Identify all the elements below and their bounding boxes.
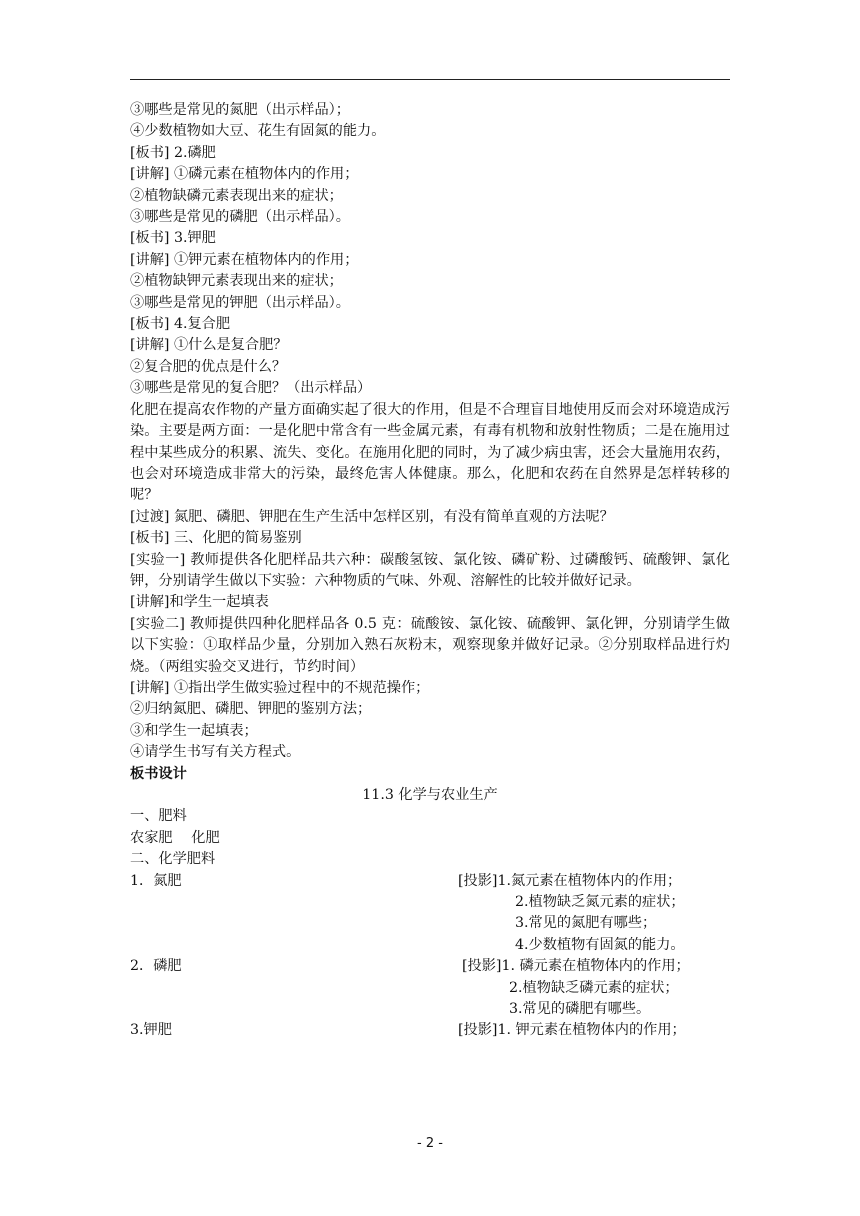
projection-item: 4.少数植物有固氮的能力。 xyxy=(515,936,685,953)
potassium-label: 3.钾肥 xyxy=(130,1022,172,1039)
pollution-paragraph: 化肥在提高农作物的产量方面确实起了很大的作用，但是不合理盲目地使用反而会对环境造成污染。主要是两方面：一是化肥中常含有一些金属元素，有毒有机物和放射性物质；二是在施用过程中某些成分的积累、流失、变化。在施用化肥的同时，为了减少病虫害，还会大量施用农药，也会对环境造成非常大的污染，最终危害人体健康。那么，化肥和农药在自然界是怎样转移的呢？ xyxy=(130,401,730,504)
text-line: ③哪些是常见的钾肥（出示样品）。 xyxy=(130,294,350,311)
text-line: [讲解]和学生一起填表 xyxy=(130,594,269,611)
text-line: ③和学生一起填表； xyxy=(130,722,258,739)
projection-item: 3.常见的磷肥有哪些。 xyxy=(509,1000,651,1017)
text-line: [板书] 2.磷肥 xyxy=(130,144,216,161)
text-line: ②植物缺钾元素表现出来的症状； xyxy=(130,273,343,290)
text-line: ②复合肥的优点是什么？ xyxy=(130,358,287,375)
text-line: ③哪些是常见的氮肥（出示样品）； xyxy=(130,102,350,118)
experiment-one-paragraph: [实验一] 教师提供各化肥样品共六种：碳酸氢铵、氯化铵、磷矿粉、过磷酸钙、硫酸钾、氯化钾，分别请学生做以下实验：六种物质的气味、外观、溶解性的比较并做好记录。 xyxy=(130,551,730,589)
projection-item: [投影]1.氮元素在植物体内的作用； xyxy=(458,872,682,889)
board-title: 11.3 化学与农业生产 xyxy=(362,787,498,803)
text-line: [讲解] ①钾元素在植物体内的作用； xyxy=(130,251,359,268)
text-line: ④请学生书写有关方程式。 xyxy=(130,744,301,761)
board-fertilizer-types: 农家肥 化肥 xyxy=(130,829,220,846)
text-line: [讲解] ①磷元素在植物体内的作用； xyxy=(130,166,359,183)
projection-item: 3.常见的氮肥有哪些； xyxy=(515,915,657,932)
board-section-fertilizer: 一、肥料 xyxy=(130,808,187,825)
board-section-chemical: 二、化学肥料 xyxy=(130,851,216,868)
text-line: [讲解] ①指出学生做实验过程中的不规范操作； xyxy=(130,679,430,696)
board-row-potassium xyxy=(130,1020,730,1041)
text-line: ②植物缺磷元素表现出来的症状； xyxy=(130,187,343,204)
board-row-phosphorus xyxy=(130,956,730,977)
board-row xyxy=(130,913,730,934)
page-number: - 2 - xyxy=(417,1136,443,1151)
projection-item: 2.植物缺乏磷元素的症状； xyxy=(509,979,679,996)
header-rule xyxy=(130,79,730,80)
text-line: ③哪些是常见的磷肥（出示样品）。 xyxy=(130,209,350,226)
text-line: ②归纳氮肥、磷肥、钾肥的鉴别方法； xyxy=(130,701,372,718)
board-design-heading: 板书设计 xyxy=(130,765,187,782)
text-line: [讲解] ①什么是复合肥？ xyxy=(130,337,288,354)
phosphorus-label: 2．磷肥 xyxy=(130,958,182,975)
text-line: ③哪些是常见的复合肥？（出示样品） xyxy=(130,380,372,397)
text-line: [板书] 三、化肥的简易鉴别 xyxy=(130,530,302,547)
projection-item: [投影]1. 磷元素在植物体内的作用； xyxy=(462,958,690,975)
board-row xyxy=(130,892,730,913)
nitrogen-label: 1．氮肥 xyxy=(130,872,182,889)
text-line: [过渡] 氮肥、磷肥、钾肥在生产生活中怎样区别，有没有简单直观的方法呢？ xyxy=(130,508,614,525)
experiment-two-paragraph: [实验二] 教师提供四种化肥样品各 0.5 克：硫酸铵、氯化铵、硫酸钾、氯化钾，分别请学生做以下实验：①取样品少量，分别加入熟石灰粉末，观察现象并做好记录。②分别取样品进行灼烧。（两组实验交叉进行，节约时间） xyxy=(130,615,730,675)
projection-item: [投影]1. 钾元素在植物体内的作用； xyxy=(458,1022,686,1039)
document-body xyxy=(130,100,730,1042)
projection-item: 2.植物缺乏氮元素的症状； xyxy=(515,894,685,911)
board-row xyxy=(130,978,730,999)
text-line: ④少数植物如大豆、花生有固氮的能力。 xyxy=(130,123,386,140)
text-line: [板书] 4.复合肥 xyxy=(130,316,231,333)
board-row xyxy=(130,999,730,1020)
text-line: [板书] 3.钾肥 xyxy=(130,230,216,247)
board-row xyxy=(130,935,730,956)
board-row-nitrogen xyxy=(130,871,730,892)
